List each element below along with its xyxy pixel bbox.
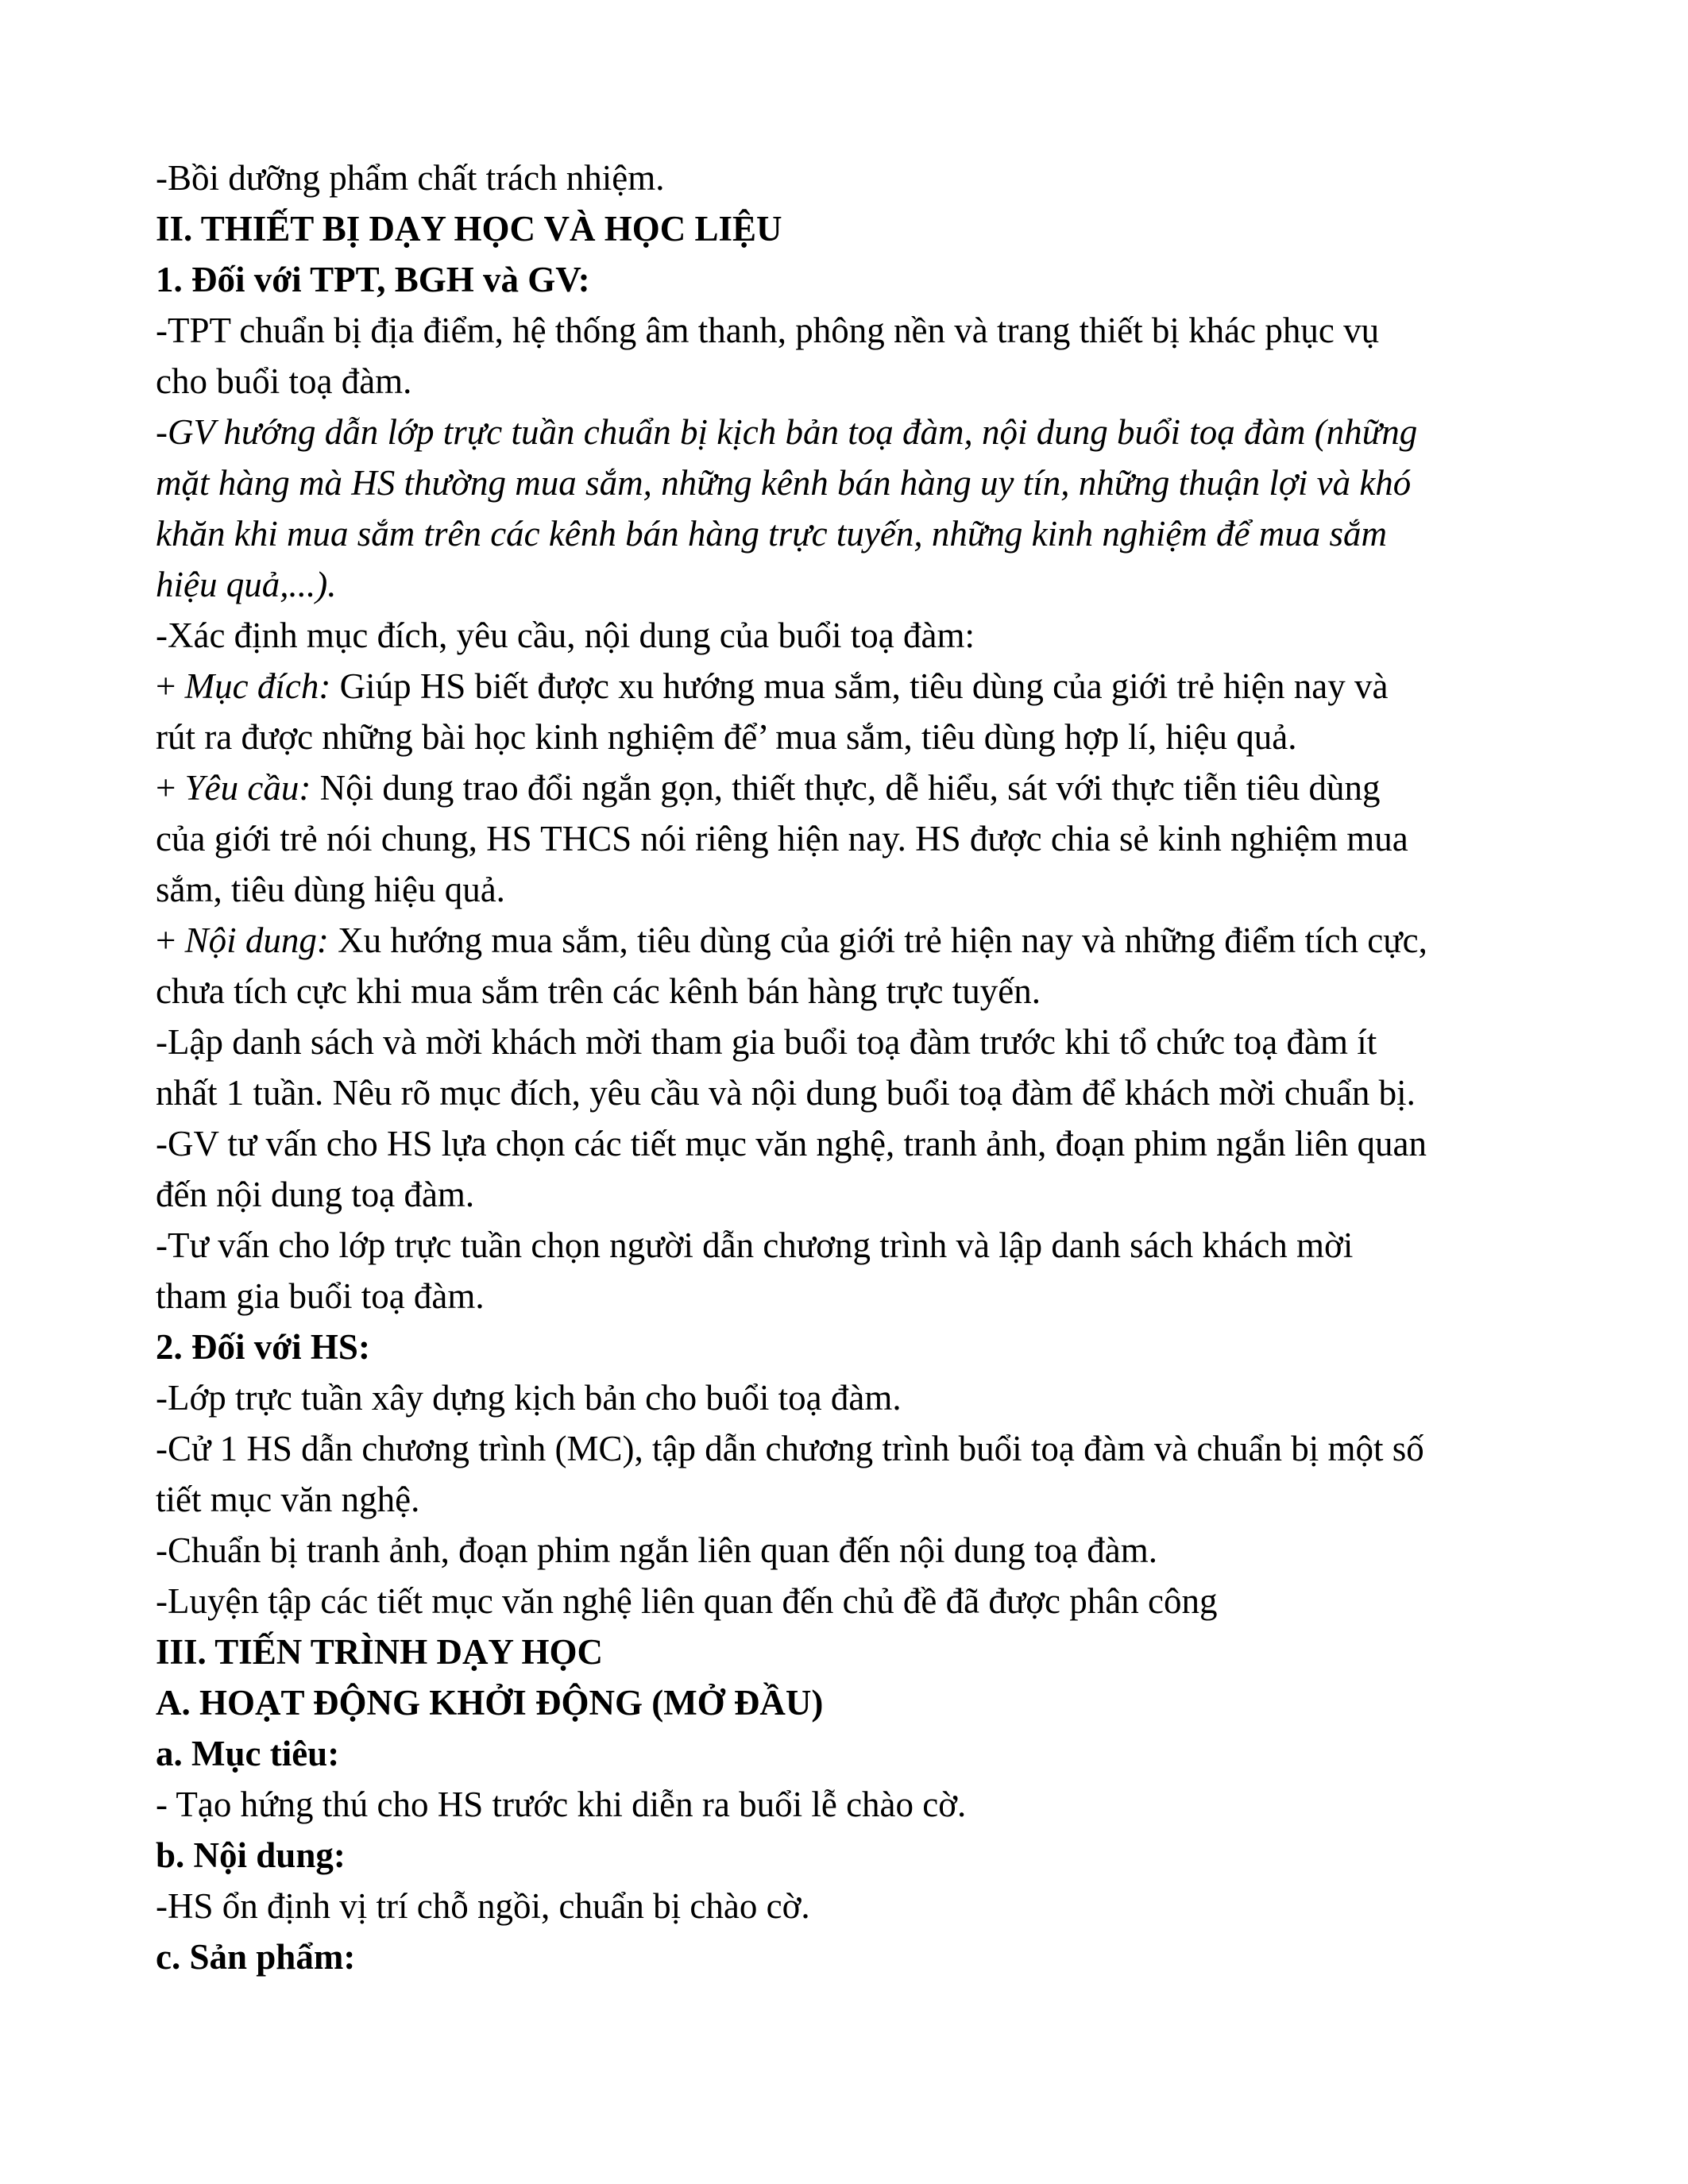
text-line: tiết mục văn nghệ. [156,1480,420,1519]
text-line: nhất 1 tuần. Nêu rõ mục đích, yêu cầu và nội dung buổi toạ đàm để khách mời chuẩn bị. [156,1073,1416,1113]
section-heading: II. THIẾT BỊ DẠY HỌC VÀ HỌC LIỆU [156,209,782,249]
subsection-heading: 1. Đối với TPT, BGH và GV: [156,260,590,299]
content-label: Nội dung: [184,920,329,960]
text-line: chưa tích cực khi mua sắm trên các kênh bán hàng trực tuyến. [156,971,1041,1011]
requirement-text: Nội dung trao đổi ngắn gọn, thiết thực, dễ hiểu, sát với thực tiễn tiêu dùng [311,768,1381,808]
purpose-text: Giúp HS biết được xu hướng mua sắm, tiêu dùng của giới trẻ hiện nay và [330,666,1389,706]
text-line: - Tạo hứng thú cho HS trước khi diễn ra buổi lễ chào cờ. [156,1785,967,1824]
product-heading: c. Sản phẩm: [156,1937,356,1977]
text-line: tham gia buổi toạ đàm. [156,1276,485,1316]
objective-heading: a. Mục tiêu: [156,1734,340,1773]
italic-text-line: mặt hàng mà HS thường mua sắm, những kênh bán hàng uy tín, những thuận lợi và khó [156,463,1412,503]
text-line: -Tư vấn cho lớp trực tuần chọn người dẫn chương trình và lập danh sách khách mời [156,1225,1354,1265]
content-text: Xu hướng mua sắm, tiêu dùng của giới trẻ hiện nay và những điểm tích cực, [328,920,1427,960]
purpose-label: Mục đích: [184,666,331,706]
text-line: rút ra được những bài học kinh nghiệm để’ mua sắm, tiêu dùng hợp lí, hiệu quả. [156,717,1297,757]
text-line: của giới trẻ nói chung, HS THCS nói riêng hiện nay. HS được chia sẻ kinh nghiệm mua [156,819,1408,859]
section-heading: III. TIẾN TRÌNH DẠY HỌC [156,1632,604,1672]
bullet-prefix: + [156,666,185,706]
requirement-label: Yêu cầu: [184,768,311,808]
text-line: -Lớp trực tuần xây dựng kịch bản cho buổi toạ đàm. [156,1378,902,1418]
text-line: -TPT chuẩn bị địa điểm, hệ thống âm thanh, phông nền và trang thiết bị khác phục vụ [156,311,1380,350]
content-heading: b. Nội dung: [156,1835,346,1875]
text-line-content [156,915,1538,966]
text-line: -Cử 1 HS dẫn chương trình (MC), tập dẫn chương trình buổi toạ đàm và chuẩn bị một số [156,1429,1424,1468]
italic-text-line: -GV hướng dẫn lớp trực tuần chuẩn bị kịch bản toạ đàm, nội dung buổi toạ đàm (những [156,412,1418,452]
text-line: đến nội dung toạ đàm. [156,1175,475,1214]
text-line-requirement [156,762,1538,813]
text-line: -Luyện tập các tiết mục văn nghệ liên quan đến chủ đề đã được phân công [156,1581,1218,1621]
bullet-prefix: + [156,768,185,808]
document-page [156,152,1538,1982]
text-line: -GV tư vấn cho HS lựa chọn các tiết mục văn nghệ, tranh ảnh, đoạn phim ngắn liên quan [156,1124,1427,1163]
italic-text-line: hiệu quả,...). [156,565,337,604]
text-line: -Xác định mục đích, yêu cầu, nội dung của buổi toạ đàm: [156,615,975,655]
subsection-heading: 2. Đối với HS: [156,1327,370,1367]
text-line-purpose [156,661,1538,712]
italic-text-line: khăn khi mua sắm trên các kênh bán hàng trực tuyến, những kinh nghiệm để mua sắm [156,514,1388,554]
text-line: cho buổi toạ đàm. [156,361,412,401]
text-line: -Lập danh sách và mời khách mời tham gia buổi toạ đàm trước khi tổ chức toạ đàm ít [156,1022,1377,1062]
text-line: -Bồi dưỡng phẩm chất trách nhiệm. [156,158,665,198]
activity-heading: A. HOẠT ĐỘNG KHỞI ĐỘNG (MỞ ĐẦU) [156,1683,824,1723]
text-line: -Chuẩn bị tranh ảnh, đoạn phim ngắn liên quan đến nội dung toạ đàm. [156,1530,1157,1570]
bullet-prefix: + [156,920,185,960]
text-line: sắm, tiêu dùng hiệu quả. [156,870,505,909]
text-line: -HS ổn định vị trí chỗ ngồi, chuẩn bị chào cờ. [156,1886,810,1926]
